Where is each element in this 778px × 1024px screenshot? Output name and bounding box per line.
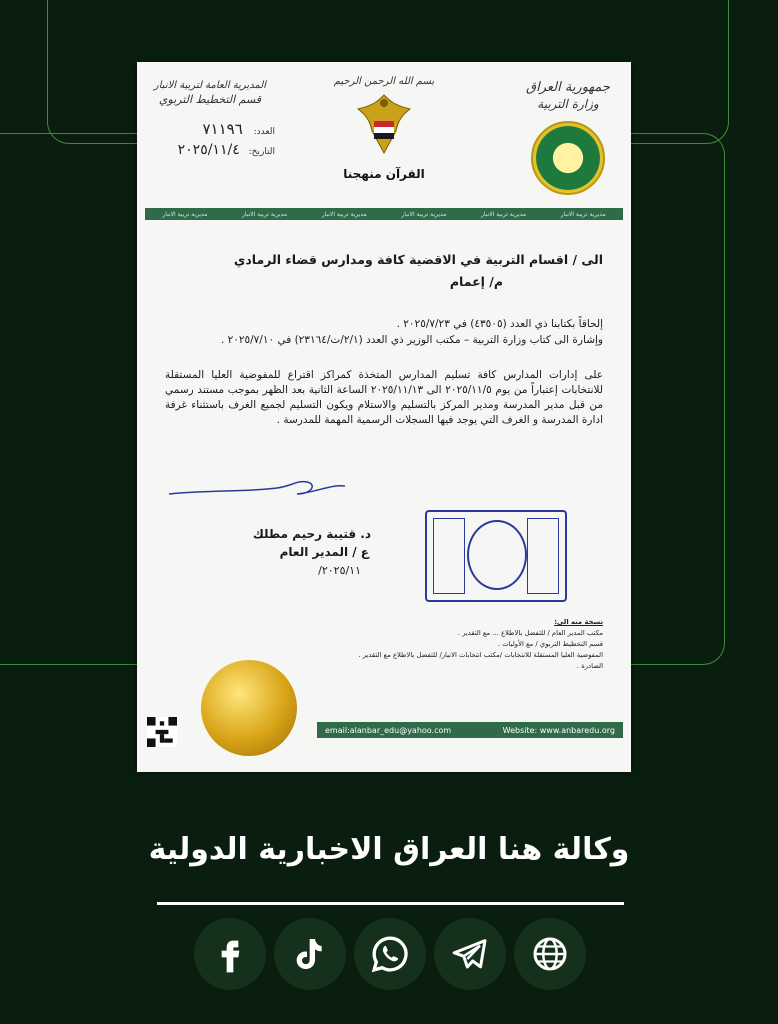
cc-title: نسخة منه الى:	[554, 618, 603, 626]
cc-item: الصادرة .	[576, 662, 603, 670]
basmala: بسم الله الرحمن الرحيم	[333, 76, 435, 87]
official-letter	[137, 62, 631, 772]
band-text: مديرية تربية الانبار	[242, 210, 288, 218]
web-icon	[530, 934, 570, 974]
telegram-icon	[450, 934, 490, 974]
reference-2: وإشارة الى كتاب وزارة التربية – مكتب الوزير ذي العدد (٢/١/ت/٢٣١٦٤) في ٢٠٢٥/٧/١٠ .	[220, 334, 603, 346]
band-text: مديرية تربية الانبار	[162, 210, 208, 218]
facebook-button[interactable]	[194, 918, 266, 990]
motto: القرآن منهجنا	[343, 167, 425, 181]
footer-bar	[317, 722, 623, 738]
number-value: ٧١١٩٦	[202, 120, 243, 138]
qr-code-icon	[147, 717, 177, 747]
center-header	[327, 76, 441, 181]
tiktok-icon	[290, 934, 330, 974]
footer-website: Website: www.anbaredu.org	[502, 725, 615, 735]
date-value: ٢٠٢٥/١١/٤	[177, 142, 240, 158]
telegram-button[interactable]	[434, 918, 506, 990]
footer-email: email:alanbar_edu@yahoo.com	[325, 725, 452, 735]
band-text: مديرية تربية الانبار	[321, 210, 367, 218]
signer-title: ع / المدير العام	[279, 545, 369, 559]
ministry-header	[513, 80, 623, 195]
number-label: العدد:	[253, 127, 275, 137]
reference-block	[145, 120, 275, 158]
header-band	[145, 208, 623, 220]
whatsapp-icon	[370, 934, 410, 974]
signature-icon	[167, 472, 347, 502]
letter-body: على إدارات المدارس كافة تسليم المدارس المتخذة كمراكز اقتراع للمفوضية العليا المستقلة للانتخابات إعتباراً من يوم ٢٠٢٥/١١/٥ الى ٢٠٢٥/١١/١٣ الساعة الثانية بعد الظهر بموجب مستند رسمي من قبل مدير المدرسة ومدير المركز بالتسليم والاستلام ويكون التسليم لجميع الغرف باستثناء غرفة ادارة المدرسة و الغرف التي يوجد فيها السجلات الرسمية المهمة للمدرسة .	[165, 369, 603, 426]
subject: م/ إعمام	[449, 274, 503, 289]
date-label: التاريخ:	[248, 147, 275, 157]
addressee: الى / اقسام التربية في الاقضية كافة ومدارس قضاء الرمادي	[233, 252, 603, 267]
facebook-icon	[210, 934, 250, 974]
cc-item: قسم التخطيط التربوي / مع الأوليات .	[497, 640, 603, 648]
band-text: مديرية تربية الانبار	[560, 210, 606, 218]
cc-item: مكتب المدير العام / للتفضل بالاطلاع ... مع التقدير .	[457, 629, 603, 637]
sign-date: ٢٠٢٥/١١/	[318, 564, 361, 577]
cc-item: المفوضية العليا المستقلة للانتخابات /مكتب انتخابات الانبار/ للتفضل بالاطلاع مع التقدير .	[358, 651, 603, 659]
agency-name: وكالة هنا العراق الاخبارية الدولية	[148, 832, 630, 867]
republic-label: جمهورية العراق	[526, 80, 610, 95]
department-label: قسم التخطيط التربوي	[158, 93, 262, 106]
official-stamp-icon	[425, 510, 567, 602]
whatsapp-button[interactable]	[354, 918, 426, 990]
signer-name: د. قتيبة رحيم مطلك	[252, 527, 371, 541]
cc-list	[303, 617, 603, 672]
band-text: مديرية تربية الانبار	[401, 210, 447, 218]
tiktok-button[interactable]	[274, 918, 346, 990]
reference-1: إلحاقاً بكتابنا ذي العدد (٤٣٥٠٥) في ٢٠٢٥/٧/٢٣ .	[396, 318, 603, 330]
gold-seal-icon	[201, 660, 297, 756]
directorate-header	[145, 80, 275, 158]
band-text: مديرية تربية الانبار	[481, 210, 527, 218]
ministry-logo-icon	[531, 121, 605, 195]
agency-underline	[157, 902, 624, 905]
directorate-label: المديرية العامة لتربية الانبار	[153, 80, 267, 91]
ministry-label: وزارة التربية	[537, 97, 599, 111]
iraq-eagle-emblem-icon	[354, 91, 414, 161]
website-button[interactable]	[514, 918, 586, 990]
